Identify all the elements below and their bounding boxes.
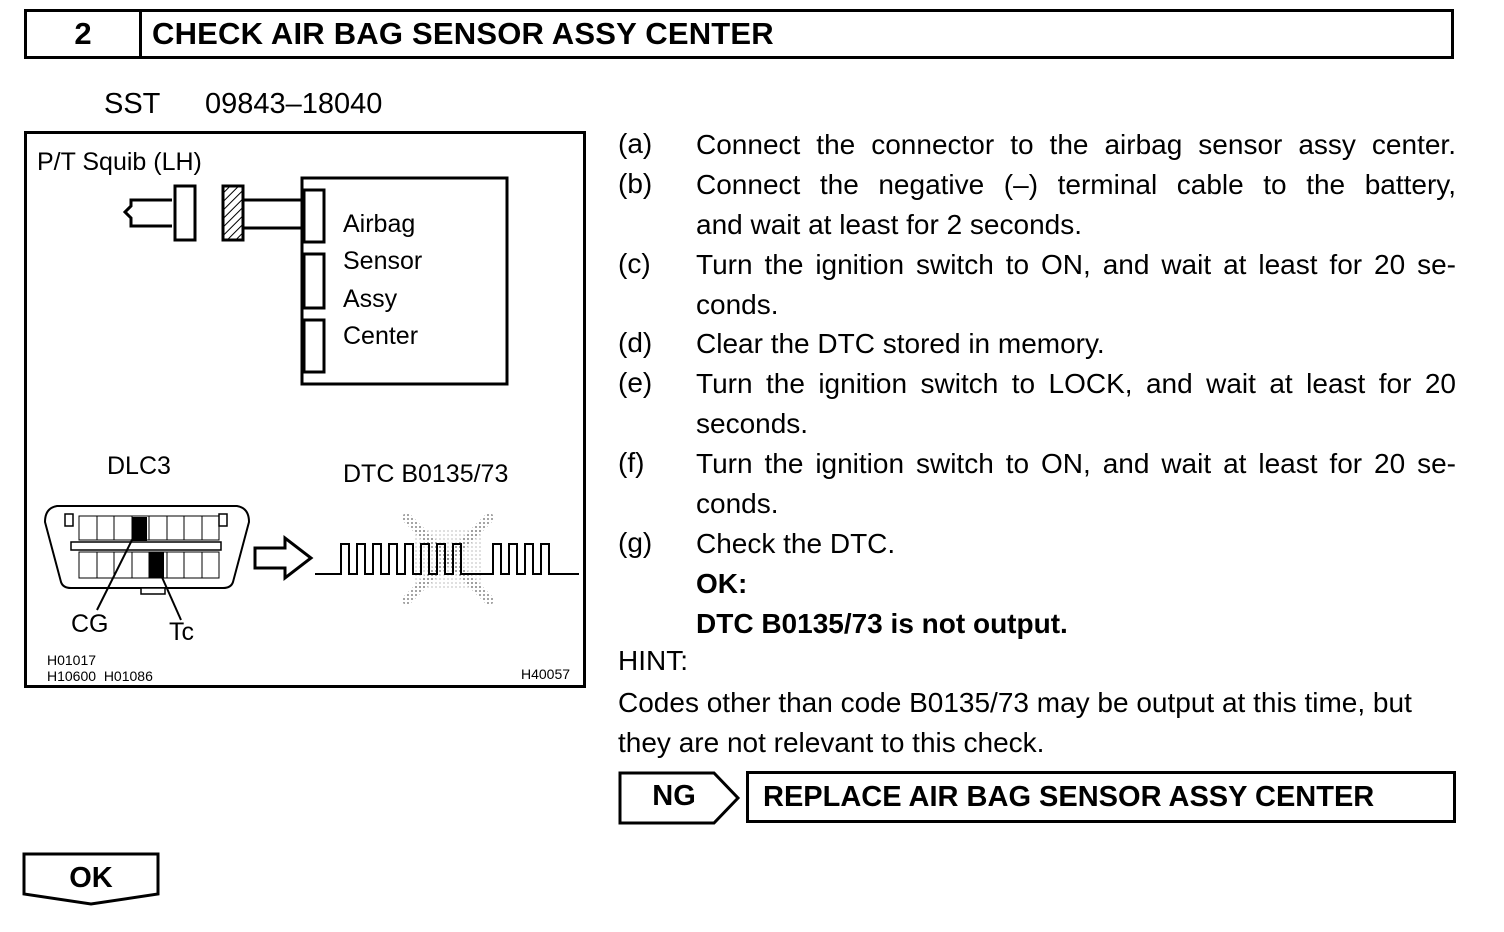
step-b-text <box>696 165 1456 245</box>
hint-text: Codes other than code B0135/73 may be output at this time, but they are not relevant to this check. <box>618 687 1412 758</box>
ng-action-box: REPLACE AIR BAG SENSOR ASSY CENTER <box>746 771 1456 823</box>
figure-ref-left-1: H01017 <box>47 652 97 668</box>
step-f-text <box>696 444 1456 524</box>
sensor-label-line-4: Center <box>343 322 419 350</box>
step-c-line-2: conds. <box>696 289 779 320</box>
hint-label: HINT: <box>618 645 688 676</box>
dlc3-label: DLC3 <box>107 452 171 480</box>
ok-tag-label: OK <box>69 861 113 894</box>
step-d-letter: (d) <box>618 327 653 358</box>
sst-number: 09843–18040 <box>205 88 383 120</box>
step-g-letter: (g) <box>618 527 653 558</box>
step-a-line-1: Connect the connector to the airbag sensor assy center. <box>696 129 1456 160</box>
sst-label: SST <box>104 88 161 120</box>
dtc-waveform <box>315 518 579 600</box>
airbag-sensor-box <box>302 178 507 384</box>
tc-label: Tc <box>169 618 194 646</box>
step-b-letter: (b) <box>618 168 653 199</box>
figure-ref-right: H40057 <box>521 666 571 682</box>
figure-ref-left-2: H10600 H01086 <box>47 668 153 684</box>
ng-label: NG <box>652 779 696 812</box>
dtc-label: DTC B0135/73 <box>343 460 509 488</box>
squib-connector <box>125 186 303 240</box>
step-f-letter: (f) <box>618 447 645 478</box>
step-e-letter: (e) <box>618 367 653 398</box>
wiring-diagram <box>27 134 583 685</box>
ok-result-label: OK: <box>696 568 748 599</box>
step-b-line-1: Connect the negative (–) terminal cable to the battery, <box>696 169 1456 200</box>
sensor-label-line-3: Assy <box>343 285 398 313</box>
step-e-line-1: Turn the ignition switch to LOCK, and wait at least for 20 <box>696 368 1456 399</box>
dlc3-connector <box>45 506 249 620</box>
right-arrow-icon <box>255 538 311 578</box>
step-d-line-1: Clear the DTC stored in memory. <box>696 328 1105 359</box>
step-e-line-2: seconds. <box>696 408 809 439</box>
cg-label: CG <box>71 610 109 638</box>
step-d-text <box>696 324 1456 364</box>
sensor-label-line-1: Airbag <box>343 210 416 238</box>
step-c-text <box>696 245 1456 325</box>
squib-label: P/T Squib (LH) <box>37 148 202 176</box>
step-b-line-2: and wait at least for 2 seconds. <box>696 209 1082 240</box>
step-f-line-2: conds. <box>696 488 779 519</box>
step-f-line-1: Turn the ignition switch to ON, and wait at least for 20 se- <box>696 448 1456 479</box>
step-a-letter: (a) <box>618 128 653 159</box>
step-c-letter: (c) <box>618 248 651 279</box>
step-title: CHECK AIR BAG SENSOR ASSY CENTER <box>152 16 774 51</box>
diagram-figure <box>24 131 586 688</box>
ok-result-text: DTC B0135/73 is not output. <box>696 608 1068 639</box>
step-number: 2 <box>27 12 142 56</box>
step-a-text <box>696 125 1456 165</box>
step-c-line-1: Turn the ignition switch to ON, and wait at least for 20 se- <box>696 249 1456 280</box>
step-e-text <box>696 364 1456 444</box>
step-g-line-1: Check the DTC. <box>696 528 896 559</box>
step-g-text <box>696 524 1456 644</box>
step-header <box>24 9 1454 59</box>
sensor-label-line-2: Sensor <box>343 247 423 275</box>
